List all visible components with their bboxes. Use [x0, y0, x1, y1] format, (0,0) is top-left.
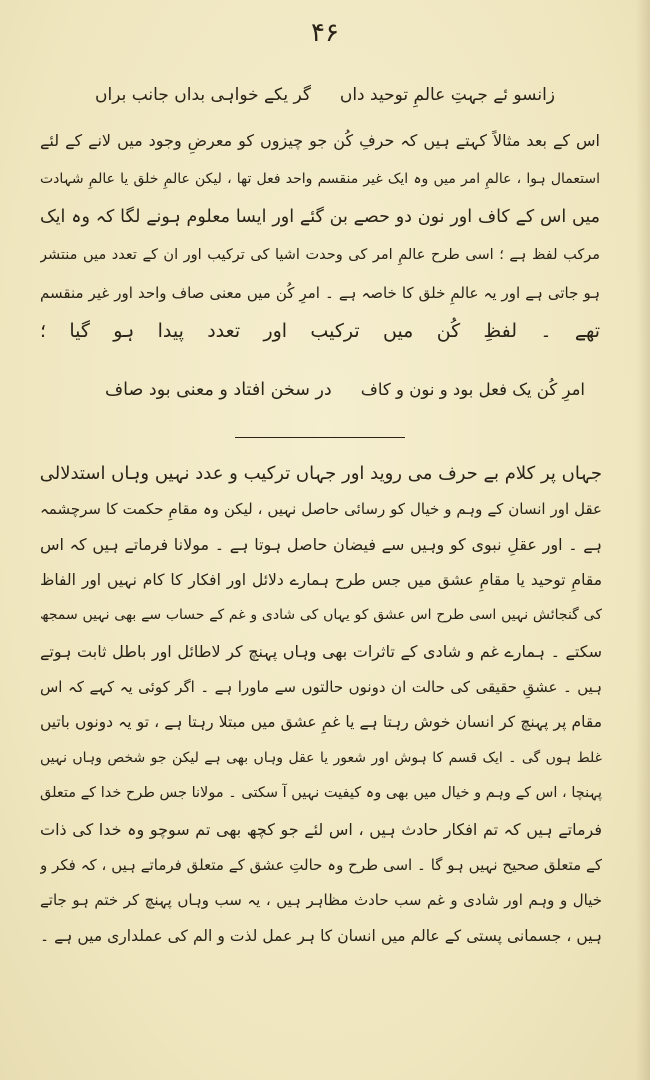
paragraph-1	[40, 122, 600, 350]
paragraph-line: مرکب لفظ ہے ؛ اسی طرح عالمِ امر کی وحدت اشیا کی ترکیب اور ان کے تعدد میں منتشر	[40, 247, 600, 263]
paragraph-line: مقام پر پہنچ کر انسان خوش رہتا ہے یا غمِ عشق میں مبتلا رہتا ہے ، تو یہ دونوں باتیں	[40, 713, 602, 732]
paragraph-line: ہے ۔ اور عقلِ نبوی کو وہیں سے فیضان حاصل ہوتا ہے ۔ مولانا فرماتے ہیں کہ اس	[40, 535, 602, 555]
paragraph-line: پہنچا ، اس کے وہم و خیال میں بھی وہ کیفیت نہیں آ سکتی ۔ مولانا جس طرح خدا کے متعلق	[40, 785, 602, 802]
paragraph-line: ہو جاتی ہے اور یہ عالمِ خلق کا خاصہ ہے ۔ امرِ کُن میں معنی صاف واحد اور غیر منقسم	[40, 284, 600, 302]
paragraph-line: فرماتے ہیں کہ تم افکار حادث ہیں ، اس لئے جو کچھ بھی تم سوچو وہ خدا کی ذات	[40, 819, 602, 839]
paragraph-line: کی گنجائش نہیں اسی طرح اس عشق کو یہاں کی شادی و غم کے حساب سے بھی نہیں سمجھ	[40, 607, 602, 624]
paragraph-line: مقامِ توحید یا مقامِ عشق میں جس طرح ہمارے دلائل اور افکار کا کام نہیں اور الفاظ	[40, 570, 602, 589]
paragraph-line: سکتے ۔ ہمارے غم و شادی کے تاثرات بھی وہاں پہنچ کر لاطائل اور باطل ثابت ہوتے	[40, 641, 602, 661]
paragraph-line: جہاں پر کلام بے حرف می روید اور جہاں ترکیب و عدد نہیں وہاں استدلالی	[40, 463, 602, 484]
verse-2-second-hemistich: در سخن افتاد و معنی بود صاف	[105, 380, 332, 400]
verse-1-second-hemistich: گر یکے خواہی بداں جانب براں	[95, 85, 312, 105]
verse-couplet-1	[95, 84, 555, 105]
section-divider	[235, 437, 405, 438]
page-number: ۴۶	[311, 18, 339, 48]
paragraph-line: استعمال ہوا ، عالمِ امر میں وہ ایک غیر منقسم واحد فعل تھا ، لیکن عالمِ خلق یا عالمِ شہادت	[40, 171, 600, 187]
paragraph-line: اس کے بعد مثالاً کہتے ہیں کہ حرفِ کُن جو چیزوں کو معرضِ وجود میں لانے کے لئے	[40, 131, 600, 150]
paragraph-2	[40, 456, 602, 954]
verse-1-first-hemistich: زانسو ئے جہتِ عالمِ توحید داں	[339, 85, 555, 105]
paragraph-line: خیال و وہم اور شادی و غم سب حادث مظاہر ہیں ، یہ سب وہاں پہنچ کر ختم ہو جاتے	[40, 891, 602, 910]
paragraph-line: کے متعلق صحیح نہیں ہو گا ۔ اسی طرح وہ حالتِ عشق کے متعلق فرماتے ہیں ، کہ فکر و	[40, 855, 602, 874]
verse-couplet-2	[105, 380, 585, 400]
verse-2-first-hemistich: امرِ کُن یک فعل بود و نون و کاف	[360, 380, 585, 399]
paragraph-line: غلط ہوں گی ۔ ایک قسم کا ہوش اور شعور یا عقل وہاں بھی ہے لیکن جو شخص وہاں نہیں	[40, 749, 602, 766]
paragraph-line: میں اس کے کاف اور نون دو حصے بن گئے اور ایسا معلوم ہونے لگا کہ وہ ایک	[40, 207, 600, 227]
paragraph-line: ہیں ۔ عشقِ حقیقی کی حالت ان دونوں حالتوں سے ماورا ہے ۔ اگر کوئی یہ کہے کہ اس	[40, 677, 602, 696]
paragraph-line: عقل اور انسان کے وہم و خیال کو رسائی حاصل نہیں ، لیکن وہ مقامِ حکمت کا سرچشمہ	[40, 499, 602, 518]
paragraph-line: تھے ۔ لفظِ کُن میں ترکیب اور تعدد پیدا ہو گیا ؛	[40, 320, 600, 342]
paragraph-line: ہیں ، جسمانی پستی کے عالم میں انسان کا ہر عمل لذت و الم کی عملداری میں ہے ۔	[40, 926, 602, 945]
page-spine-shadow	[636, 0, 650, 1080]
